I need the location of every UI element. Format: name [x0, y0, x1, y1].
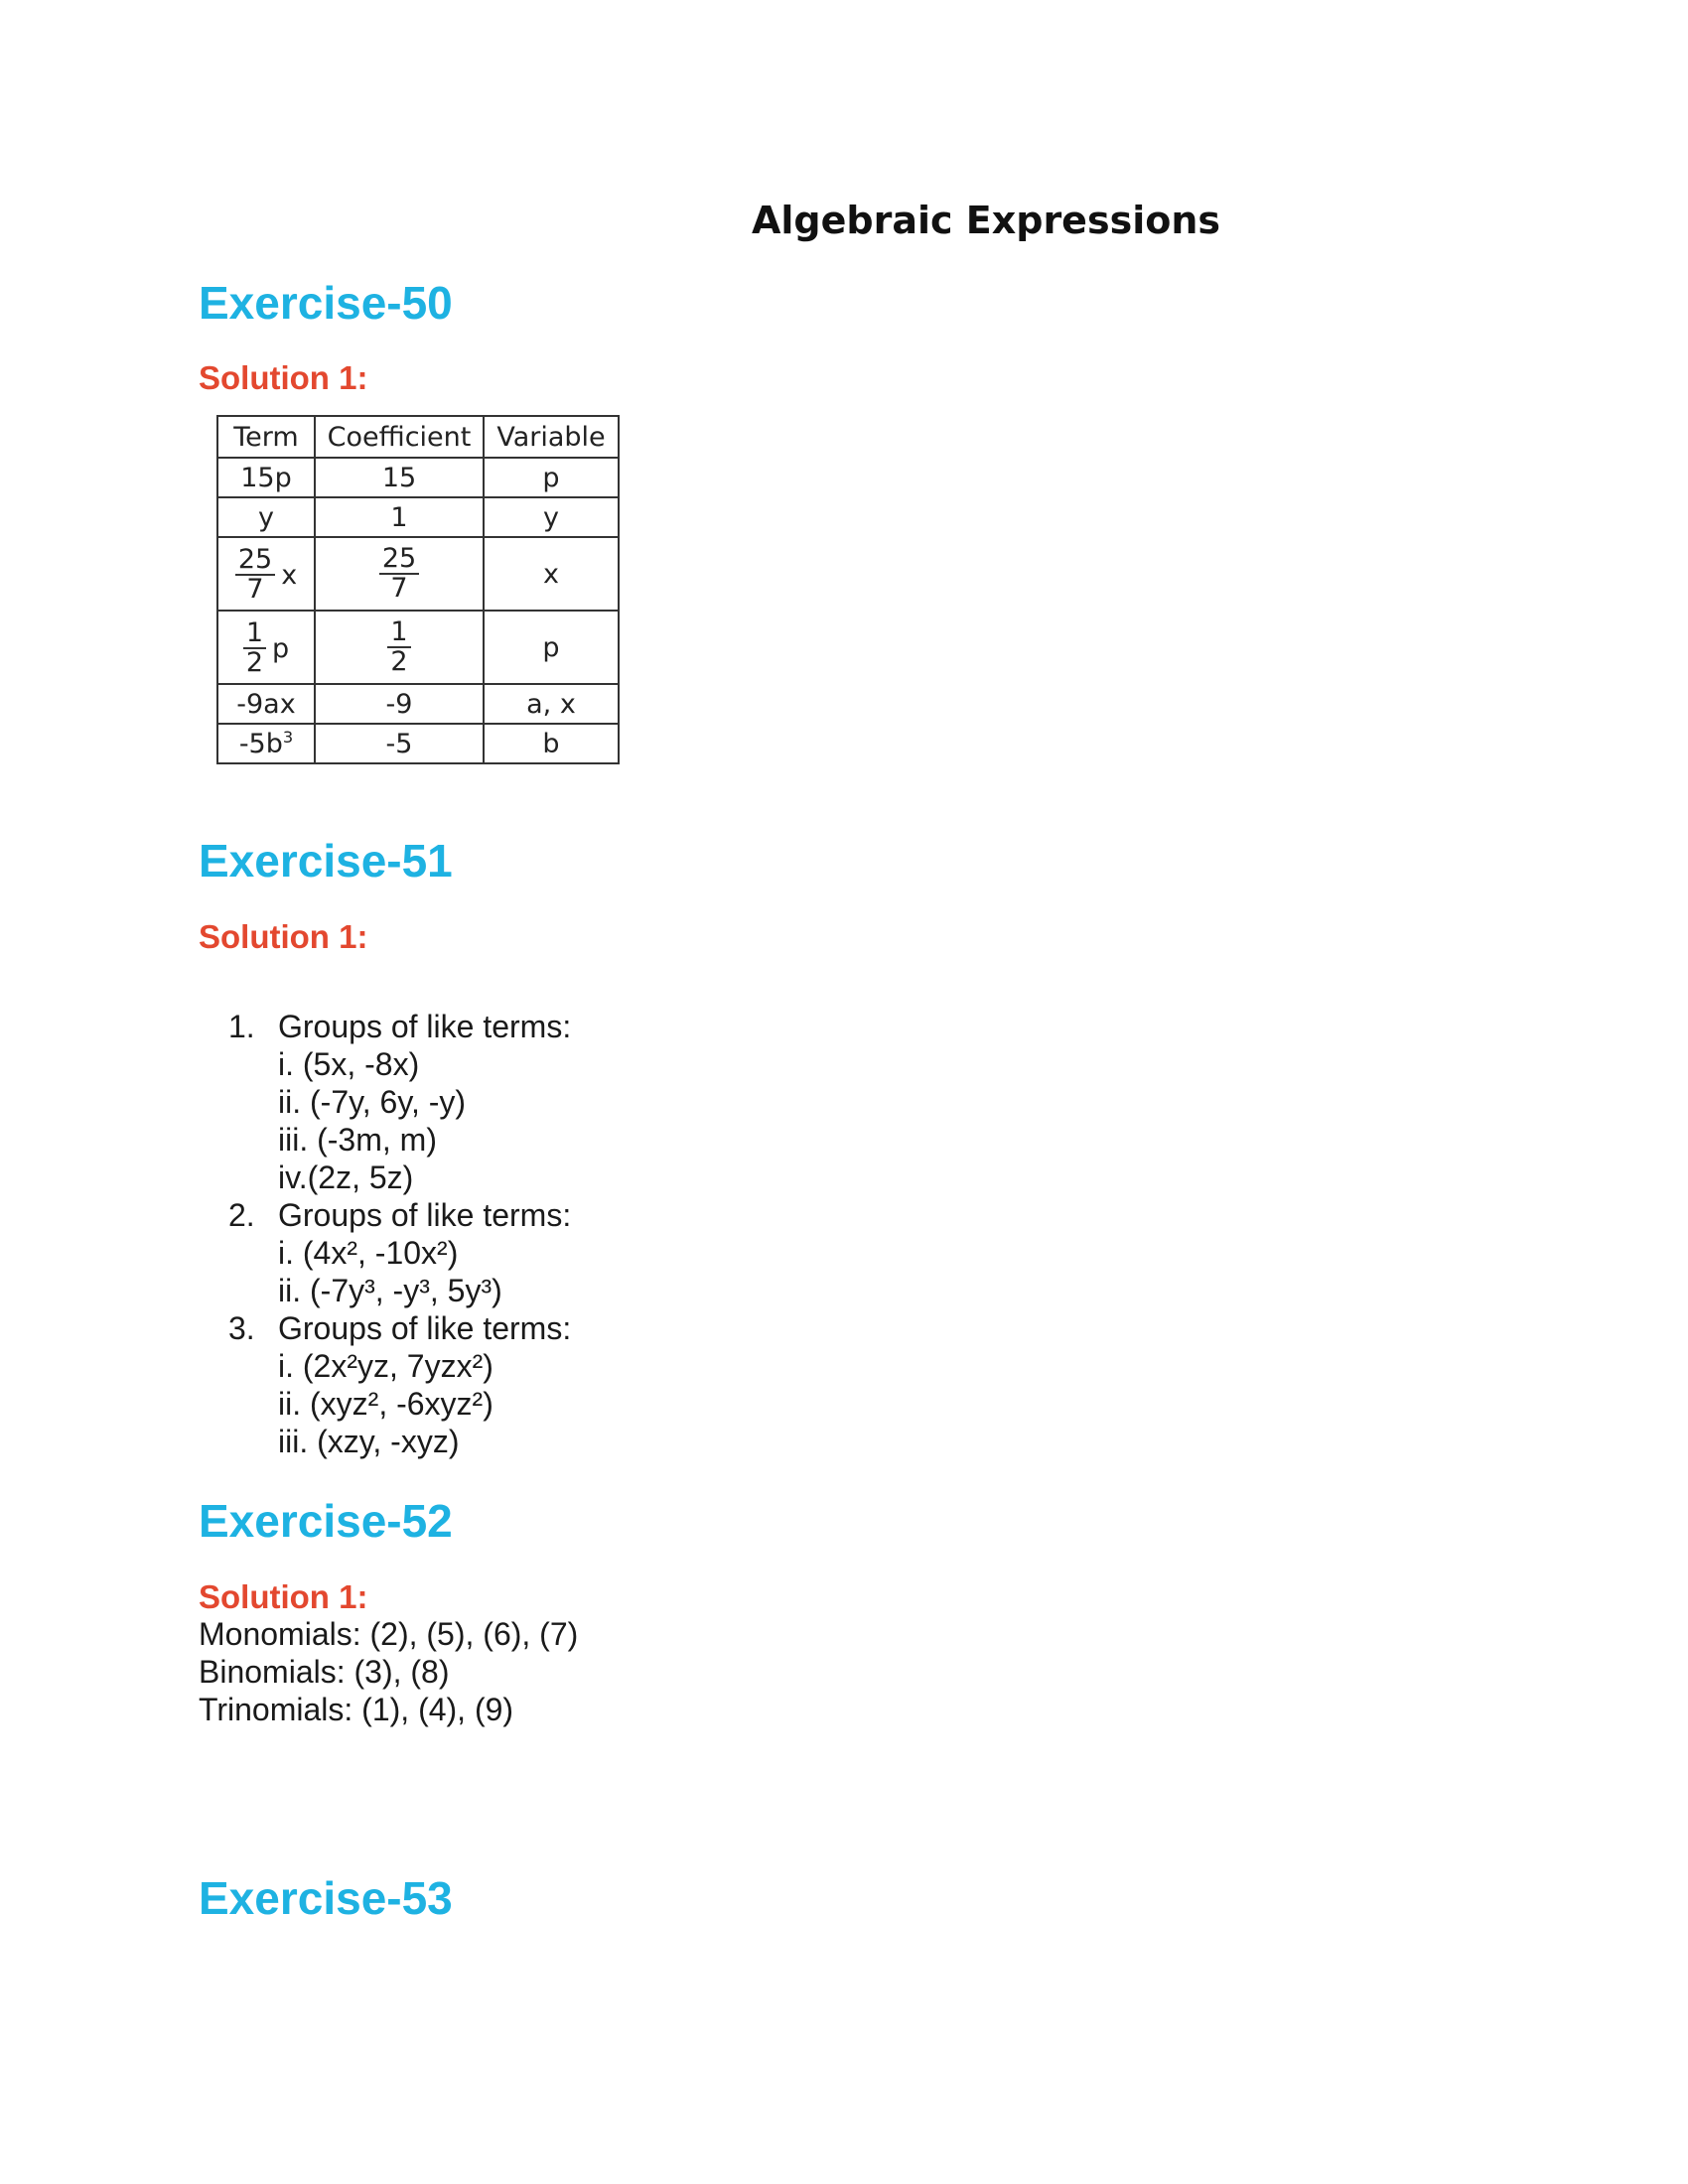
cell-term	[217, 724, 315, 763]
list-number: 1.	[228, 1009, 255, 1044]
table-row	[217, 724, 619, 763]
table-header-row	[217, 416, 619, 458]
exercise-51-solution-heading: Solution 1:	[199, 918, 368, 955]
cell-term: -9ax	[217, 684, 315, 724]
fraction	[387, 615, 410, 677]
page-title	[0, 199, 1688, 242]
monomials-line: Monomials: (2), (5), (6), (7)	[199, 1616, 579, 1652]
header-term: Term	[217, 416, 315, 458]
list-subitem: i. (4x², -10x²)	[278, 1235, 459, 1271]
list-number: 2.	[228, 1197, 255, 1233]
list-label: Groups of like terms:	[278, 1197, 572, 1233]
cell-variable: a, x	[484, 684, 619, 724]
cell-coefficient: -9	[315, 684, 484, 724]
list-label: Groups of like terms:	[278, 1009, 572, 1044]
cell-variable: x	[484, 537, 619, 611]
term-exponent: 3	[282, 728, 294, 747]
fraction-numerator: 1	[243, 619, 266, 649]
header-variable: Variable	[484, 416, 619, 458]
cell-term: 15p	[217, 458, 315, 497]
fraction	[379, 542, 419, 604]
term-fraction	[235, 543, 298, 605]
term-variable: x	[281, 559, 298, 591]
list-subitem: ii. (xyz², -6xyz²)	[278, 1386, 493, 1422]
term-fraction	[243, 616, 290, 678]
list-item	[228, 1196, 571, 1234]
cell-coefficient: 1	[315, 497, 484, 537]
page-title-text: Algebraic Expressions	[752, 199, 1220, 242]
fraction-denominator: 7	[390, 573, 408, 604]
cell-coefficient: -5	[315, 724, 484, 763]
cell-coefficient	[315, 611, 484, 684]
binomials-line: Binomials: (3), (8)	[199, 1654, 450, 1690]
cell-variable: p	[484, 458, 619, 497]
fraction-numerator: 1	[387, 618, 410, 648]
cell-variable: b	[484, 724, 619, 763]
exercise-52-solution-heading: Solution 1:	[199, 1578, 368, 1615]
table-row	[217, 684, 619, 724]
table-row	[217, 497, 619, 537]
list-label: Groups of like terms:	[278, 1310, 572, 1346]
cell-coefficient	[315, 537, 484, 611]
exercise-51-heading: Exercise-51	[199, 835, 453, 887]
fraction-denominator: 2	[245, 647, 264, 678]
list-subitem: i. (5x, -8x)	[278, 1046, 420, 1082]
cell-variable: p	[484, 611, 619, 684]
list-subitem: iii. (-3m, m)	[278, 1122, 437, 1158]
coefficient-table	[216, 415, 620, 764]
fraction	[235, 543, 275, 605]
fraction-denominator: 7	[246, 574, 264, 605]
cell-term: y	[217, 497, 315, 537]
list-number: 3.	[228, 1310, 255, 1346]
list-subitem: ii. (-7y, 6y, -y)	[278, 1084, 467, 1120]
exercise-50-solution-heading: Solution 1:	[199, 359, 368, 396]
exercise-53-heading: Exercise-53	[199, 1872, 453, 1924]
cell-term	[217, 537, 315, 611]
cell-variable: y	[484, 497, 619, 537]
exercise-50-heading: Exercise-50	[199, 277, 453, 329]
list-subitem: iv.(2z, 5z)	[278, 1160, 414, 1195]
header-coefficient: Coefficient	[315, 416, 484, 458]
fraction-denominator: 2	[390, 646, 408, 677]
trinomials-line: Trinomials: (1), (4), (9)	[199, 1692, 514, 1727]
table-row	[217, 537, 619, 611]
term-base: -5b	[238, 729, 283, 759]
fraction-numerator: 25	[235, 546, 275, 576]
table-row	[217, 458, 619, 497]
list-subitem: iii. (xzy, -xyz)	[278, 1424, 460, 1459]
fraction	[243, 616, 266, 678]
list-subitem: i. (2x²yz, 7yzx²)	[278, 1348, 493, 1384]
list-item	[228, 1309, 571, 1347]
cell-term	[217, 611, 315, 684]
like-terms-list	[228, 1008, 571, 1460]
list-subitem: ii. (-7y³, -y³, 5y³)	[278, 1273, 502, 1308]
list-item	[228, 1008, 571, 1045]
fraction-numerator: 25	[379, 545, 419, 575]
term-variable: p	[272, 632, 290, 664]
table-row	[217, 611, 619, 684]
cell-coefficient: 15	[315, 458, 484, 497]
exercise-52-heading: Exercise-52	[199, 1495, 453, 1547]
